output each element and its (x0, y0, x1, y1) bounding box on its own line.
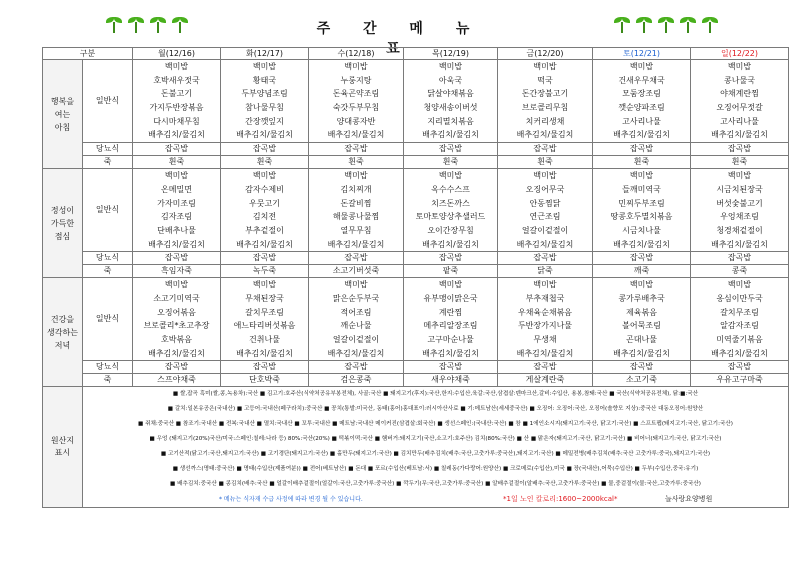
weekly-menu-table (42, 47, 789, 508)
lunch-porridge-row (43, 265, 789, 278)
lunch-sun-dishes (691, 169, 789, 252)
dish-item: 백미밥 (252, 280, 277, 290)
dinner-sun-diabetic: 잡곡밥 (691, 361, 789, 374)
dish-item: 건새우무채국 (618, 75, 665, 85)
dish-item: 단배추나물 (157, 225, 196, 235)
dish-item: 브로콜리*초고추장 (143, 321, 210, 331)
dish-item: 백미밥 (438, 280, 463, 290)
lunch-sun-diabetic: 잡곡밥 (691, 252, 789, 265)
dish-item: 야채계란찜 (720, 89, 759, 99)
dish-item: 백미밥 (252, 62, 277, 71)
sprout-icon (680, 14, 696, 34)
sprout-icon (702, 14, 718, 34)
dish-item: 미역줄기볶음 (716, 335, 763, 344)
lunch-mon-porridge: 흑임자죽 (133, 265, 221, 278)
diabetic-label: 당뇨식 (83, 252, 133, 265)
dinner-mon-dishes (133, 278, 221, 361)
organization-name: 늘사랑요양병원 (665, 495, 713, 504)
dish-item: 오이간장무침 (427, 225, 474, 235)
lunch-wed-porridge: 소고기버섯죽 (309, 265, 404, 278)
sprout-icon (614, 14, 630, 34)
breakfast-general-row (43, 60, 789, 143)
day-header-mon: 월(12/16) (133, 48, 221, 60)
dish-item: 콩나물국 (724, 75, 755, 85)
lunch-meal-label (43, 169, 83, 278)
meal-label-line: 건강을 (50, 314, 75, 324)
day-header-fri: 금(12/20) (498, 48, 593, 60)
calorie-note: *1일 노인 칼로리:1600~2000kcal* (503, 495, 618, 504)
dinner-thu-diabetic: 잡곡밥 (404, 361, 498, 374)
general-label: 일반식 (83, 278, 133, 361)
dish-item: 호박새우젓국 (153, 75, 200, 85)
lunch-mon-dishes (133, 169, 221, 252)
dish-item: 배추김치/물김치 (613, 239, 670, 249)
breakfast-sat-diabetic: 잡곡밥 (593, 143, 691, 156)
dish-item: 청경채겉절이 (716, 225, 763, 235)
dish-item: 브로콜리무침 (521, 103, 569, 113)
menu-change-notice: * 메뉴는 식자재 수급 사정에 따라 변경 될 수 있습니다. (219, 496, 363, 504)
dinner-sat-dishes (593, 278, 691, 361)
dish-item: 무채된장국 (245, 293, 284, 303)
dish-item: 배추김치/물김치 (148, 348, 205, 358)
dish-item: 양대콩자반 (336, 116, 376, 126)
dish-item: 배추김치/물김치 (516, 239, 574, 249)
dinner-thu-dishes (404, 278, 498, 361)
dish-item: 간장깻잎지 (245, 116, 284, 126)
lunch-sat-dishes (593, 169, 691, 252)
dish-item: 백미밥 (252, 171, 277, 181)
dish-item: 계란찜 (438, 307, 463, 317)
dish-item: 백미밥 (164, 171, 189, 181)
dinner-general-row (43, 278, 789, 361)
dish-item: 백미밥 (533, 171, 557, 181)
origin-line: ■ 쥐채:중국산 ■ 참조기:국내산 ■ 전복:국내산 ■ 멸치:국내산 ■ 꼬투:국내산 ■ 메트남:국내산 메이커진(삼겹살:회국산) ■ 생선스페인:(국내산:국산) ■ 참 ■ 1에인소시지(돼지고기:국산, 닭고기:국산) ■ 스프트팹(돼지고기:국산, 닭고기:국산) (138, 421, 733, 428)
dish-item: 열무무침 (340, 225, 372, 235)
origin-line: ■ 배추김치:중국산 ■ 콩김치(배추:국산 ■ 얼갈이배추겉절이(얼갈이:국산,고춧가루:중국산) ■ 깍두기(무:국산,고춧가루:중국산) ■ 알배추겉절이(알배추:국산,고춧가루:중국산) ■ 물,중겉절이(물:국산,고춧가루:중국산) (170, 481, 701, 488)
dish-item: 두부양념조림 (241, 89, 288, 99)
sprout-icon (106, 14, 122, 34)
dinner-fri-porridge: 게살계란죽 (498, 374, 593, 387)
dish-item: 배추김치/물김치 (711, 239, 768, 249)
dinner-tue-dishes (221, 278, 309, 361)
lunch-thu-dishes (404, 169, 498, 252)
meal-label-line: 점심 (54, 231, 71, 241)
dish-item: 치즈돈까스 (431, 198, 470, 208)
lunch-thu-diabetic: 잡곡밥 (404, 252, 498, 265)
day-header-sat: 토(12/21) (593, 48, 691, 60)
dish-item: 배추김치/물김치 (327, 239, 385, 249)
dish-item: 백미밥 (344, 62, 368, 71)
dish-item: 적어조림 (340, 307, 372, 317)
dish-item: 돈육곤약조림 (332, 89, 380, 99)
day-header-sun: 일(12/22) (691, 48, 789, 60)
dish-item: 콩가루배추국 (618, 293, 665, 303)
dish-item: 얼갈이겉절이 (332, 335, 380, 344)
dish-item: 아욱국 (438, 75, 463, 85)
dish-item: 백미밥 (533, 280, 557, 290)
breakfast-fri-diabetic: 잡곡밥 (498, 143, 593, 156)
meal-label-line: 가득한 (50, 218, 75, 228)
breakfast-tue-diabetic: 잡곡밥 (221, 143, 309, 156)
lunch-fri-dishes (498, 169, 593, 252)
dish-item: 감자수제비 (245, 184, 284, 194)
lunch-wed-dishes (309, 169, 404, 252)
lunch-fri-porridge: 닭죽 (498, 265, 593, 278)
dish-item: 배추김치/물김치 (236, 130, 293, 140)
sprout-icon (128, 14, 144, 34)
dish-item: 고구마순나물 (427, 335, 474, 344)
dish-item: 배추김치/물김치 (422, 348, 479, 358)
diabetic-label: 당뇨식 (83, 143, 133, 156)
dish-item: 우채육순채볶음 (517, 307, 573, 317)
dish-item: 돈갈비찜 (340, 198, 372, 208)
breakfast-sun-dishes (691, 60, 789, 143)
origin-info (83, 387, 789, 508)
origin-line: ■ 쌀,잡곡 흑미(쌀,콩,녹용차):국산 ■ 김고기:호주산(식약처공유부봉전체), 사골:국산 ■ 돼지고기(후지):국산,한지:수입산,육갈:국산,삼겹살:덴마크산,갈비:수입산, 용봉,참돼:국산 ■ 국산(식약처공유전체), 닭:■:국산 (172, 391, 699, 398)
page-title: 주 간 메 뉴 표 (316, 21, 484, 57)
dinner-meal-label (43, 278, 83, 387)
dinner-wed-dishes (309, 278, 404, 361)
dish-item: 옥수수스프 (431, 184, 470, 194)
dinner-porridge-row (43, 374, 789, 387)
dish-item: 치커리생채 (525, 116, 565, 126)
sprout-decoration-left (106, 14, 188, 36)
dish-item: 우뭇고기 (249, 198, 280, 208)
lunch-mon-diabetic: 잡곡밥 (133, 252, 221, 265)
dish-item: 떡국 (537, 75, 553, 85)
dish-item: 깻순양파조림 (618, 103, 665, 113)
dish-item: 청양새송이버섯 (423, 103, 478, 113)
general-label: 일반식 (83, 60, 133, 143)
lunch-tue-diabetic: 잡곡밥 (221, 252, 309, 265)
dish-item: 옹심이만두국 (716, 293, 763, 303)
dinner-sat-porridge: 소고기죽 (593, 374, 691, 387)
dish-item: 우엉채조림 (720, 212, 759, 222)
dish-item: 배추김치/물김치 (516, 130, 574, 140)
sprout-icon (172, 14, 188, 34)
dish-item: 누룽지탕 (340, 75, 372, 85)
dish-item: 배추김치/물김치 (236, 239, 293, 249)
sprout-icon (150, 14, 166, 34)
breakfast-mon-porridge: 흰죽 (133, 156, 221, 169)
dish-item: 민찌두부조림 (618, 198, 665, 208)
meal-label-line: 정성이 (50, 205, 75, 215)
header-row (43, 48, 789, 60)
lunch-general-row (43, 169, 789, 252)
lunch-sun-porridge: 콩죽 (691, 265, 789, 278)
dinner-mon-diabetic: 잡곡밥 (133, 361, 221, 374)
dish-item: 시금치된장국 (716, 184, 763, 194)
meal-label-line: 행복을 (50, 96, 75, 106)
dish-item: 숙갓두부무침 (332, 103, 380, 113)
breakfast-sun-diabetic: 잡곡밥 (691, 143, 789, 156)
dish-item: 오징어볶음 (157, 307, 196, 317)
dish-item: 해물콩나물찜 (332, 212, 380, 222)
lunch-sat-porridge: 깨죽 (593, 265, 691, 278)
lunch-thu-porridge: 팥죽 (404, 265, 498, 278)
dinner-mon-porridge: 스프야채죽 (133, 374, 221, 387)
dish-item: 고사리나물 (622, 116, 661, 126)
dish-item: 배추김치/물김치 (516, 348, 574, 358)
lunch-sat-diabetic: 잡곡밥 (593, 252, 691, 265)
origin-row (43, 387, 789, 508)
dish-item: 메추리알장조림 (423, 321, 478, 331)
dish-item: 백미밥 (727, 62, 752, 71)
dinner-tue-diabetic: 잡곡밥 (221, 361, 309, 374)
dish-item: 김치전 (252, 212, 277, 222)
dish-item: 배추김치/물김치 (236, 348, 293, 358)
dish-item: 땅콩호두멸치볶음 (610, 212, 673, 222)
dish-item: 다시마채무침 (153, 116, 200, 126)
dinner-sun-dishes (691, 278, 789, 361)
dish-item: 배추김치/물김치 (613, 130, 670, 140)
breakfast-wed-dishes (309, 60, 404, 143)
dish-item: 배추김치/물김치 (613, 348, 670, 358)
dish-item: 돈간장불고기 (521, 89, 569, 99)
origin-footer (83, 492, 788, 507)
breakfast-fri-porridge: 흰죽 (498, 156, 593, 169)
origin-line: ■ 고기산적(닭고기:국산,돼지고기:국산) ■ 고기경단(돼지고기:국산) ■ 홀만두(돼지고기:국산) ■ 김치만두(배추김치(배추:국산,고춧가루:중국산),돼지고기:국산) ■ 메밀전병(배추김치(배추:국산 고춧가루:중국),돼지고기:국산) (160, 451, 711, 458)
dish-item: 안동찜닭 (529, 198, 561, 208)
dish-item: 알감자조림 (720, 321, 759, 331)
dish-item: 백미밥 (727, 171, 752, 181)
breakfast-sat-porridge: 흰죽 (593, 156, 691, 169)
dish-item: 백미밥 (344, 171, 368, 181)
dish-item: 얼갈이겉절이 (521, 225, 569, 235)
dish-item: 백미밥 (344, 280, 368, 290)
dish-item: 백미밥 (438, 171, 463, 181)
dish-item: 토마토양상추샐러드 (415, 212, 486, 222)
dish-item: 버섯숯불고기 (716, 198, 763, 208)
breakfast-sat-dishes (593, 60, 691, 143)
dish-item: 배추김치/물김치 (711, 348, 768, 358)
dish-item: 곤대나물 (626, 335, 657, 344)
origin-line: ■ 우엉 (돼지고기(20%)국산/미국:스페인:칠레:나라 등) 80%:국산(20%) ■ 떡볶이떡:국산 ■ 햄버거:돼지고기(국산,소고기:호주산) 김치(80%:국산) ■ 산 ■ 맑은자(돼지고기:국산, 닭고기:국산) ■ 비어너(돼지고기:국산, 닭고기:국산) (149, 436, 722, 443)
dish-item: 백미밥 (727, 280, 752, 290)
dinner-diabetic-row (43, 361, 789, 374)
dish-item: 백미밥 (438, 62, 463, 71)
dish-item: 배추김치/물김치 (422, 130, 479, 140)
porridge-label: 죽 (83, 265, 133, 278)
breakfast-fri-dishes (498, 60, 593, 143)
origin-line: ■ 생선까스(명태:중국산) ■ 명태(수입산(제품여분)) ■ 전어(베트남산) ■ 돈대 ■ 포르(수입산(베트남:서) ■ 칠레동(가다랑어:원양산) ■ 크로메로(수입산),미국 ■ 장(국내산),어묵(수입산) ■ 두부(수입산,중국:유기) (172, 466, 699, 473)
dinner-fri-dishes (498, 278, 593, 361)
breakfast-mon-diabetic: 잡곡밥 (133, 143, 221, 156)
dinner-sat-diabetic: 잡곡밥 (593, 361, 691, 374)
day-header-wed: 수(12/18) (309, 48, 404, 60)
dish-item: 무생채 (533, 335, 557, 344)
dish-item: 볼어묵조림 (622, 321, 661, 331)
breakfast-thu-diabetic: 잡곡밥 (404, 143, 498, 156)
breakfast-tue-porridge: 흰죽 (221, 156, 309, 169)
dish-item: 배추김치/물김치 (327, 348, 385, 358)
category-header: 구분 (43, 48, 133, 60)
dish-item: 백미밥 (629, 171, 654, 181)
dish-item: 김치찌개 (340, 184, 372, 194)
dish-item: 오징어무국 (525, 184, 565, 194)
general-label: 일반식 (83, 169, 133, 252)
dish-item: 제육볶음 (626, 307, 657, 317)
dish-item: 황태국 (252, 75, 277, 85)
dish-item: 호박볶음 (161, 335, 192, 344)
dinner-wed-porridge: 검은콩죽 (309, 374, 404, 387)
diabetic-label: 당뇨식 (83, 361, 133, 374)
lunch-wed-diabetic: 잡곡밥 (309, 252, 404, 265)
breakfast-wed-porridge: 흰죽 (309, 156, 404, 169)
meal-label-line: 생각하는 (47, 327, 78, 337)
dish-item: 맑은순두부국 (332, 293, 380, 303)
dish-item: 배추김치/물김치 (422, 239, 479, 249)
dish-item: 깨순나물 (340, 321, 372, 331)
breakfast-tue-dishes (221, 60, 309, 143)
dish-item: 백미밥 (164, 62, 189, 71)
dish-item: 모둠장조림 (622, 89, 661, 99)
dish-item: 배추김치/물김치 (148, 130, 205, 140)
meal-label-line: 저녁 (54, 340, 71, 350)
breakfast-wed-diabetic: 잡곡밥 (309, 143, 404, 156)
day-header-tue: 화(12/17) (221, 48, 309, 60)
dinner-sun-porridge: 우유고구마죽 (691, 374, 789, 387)
dish-item: 들깨미역국 (622, 184, 661, 194)
origin-label: 원산지 표시 (43, 387, 83, 508)
porridge-label: 죽 (83, 156, 133, 169)
dish-item: 백미밥 (533, 62, 557, 71)
dish-item: 가자미조림 (157, 198, 196, 208)
dish-item: 갈치무조림 (720, 307, 759, 317)
dinner-wed-diabetic: 잡곡밥 (309, 361, 404, 374)
dinner-thu-porridge: 새우야채죽 (404, 374, 498, 387)
origin-line: ■ 갈치:일본유공은(국내산) ■ 고등어:국내산(페구라치):중국산 ■ 꽁치(통발:미국산, 동태(홍어)홍대표이:러시아산사료 ■ 기:메트남산(세세중국산) ■ 오징어: 오징어:국산, 오징어(솔향모 지상):중국산 대동오징어:원양산 (167, 406, 704, 413)
dish-item: 백미밥 (629, 62, 654, 71)
dinner-tue-porridge: 단호박죽 (221, 374, 309, 387)
sprout-icon (658, 14, 674, 34)
dish-item: 백미밥 (164, 280, 189, 290)
lunch-diabetic-row (43, 252, 789, 265)
dish-item: 백미밥 (629, 280, 654, 290)
breakfast-sun-porridge: 흰죽 (691, 156, 789, 169)
dish-item: 오징어무젓갈 (716, 103, 763, 113)
dish-item: 김자조림 (161, 212, 192, 222)
dish-item: 배추김치/물김치 (327, 130, 385, 140)
meal-label-line: 아침 (54, 122, 71, 132)
lunch-fri-diabetic: 잡곡밥 (498, 252, 593, 265)
breakfast-thu-porridge: 흰죽 (404, 156, 498, 169)
day-header-thu: 목(12/19) (404, 48, 498, 60)
dish-item: 돈불고기 (161, 89, 192, 99)
dish-item: 건취나물 (249, 335, 280, 344)
breakfast-diabetic-row (43, 143, 789, 156)
dish-item: 배추김치/물김치 (711, 130, 768, 140)
sprout-icon (636, 14, 652, 34)
dish-item: 두반장가지나물 (517, 321, 573, 331)
dish-item: 배추김치/물김치 (148, 239, 205, 249)
dish-item: 온메밀면 (161, 184, 192, 194)
dish-item: 소고기미역국 (153, 293, 200, 303)
porridge-label: 죽 (83, 374, 133, 387)
dish-item: 부추겉절이 (245, 225, 284, 235)
dish-item: 고사리나물 (720, 116, 759, 126)
breakfast-mon-dishes (133, 60, 221, 143)
lunch-tue-dishes (221, 169, 309, 252)
dinner-fri-diabetic: 잡곡밥 (498, 361, 593, 374)
dish-item: 유부맹이맑은국 (423, 293, 478, 303)
dish-item: 애느타리버섯볶음 (233, 321, 296, 331)
dish-item: 부추재첩국 (525, 293, 565, 303)
dish-item: 시금치나물 (622, 225, 661, 235)
breakfast-meal-label (43, 60, 83, 169)
breakfast-thu-dishes (404, 60, 498, 143)
breakfast-porridge-row (43, 156, 789, 169)
dish-item: 지리멸치볶음 (427, 116, 474, 126)
meal-label-line: 여는 (54, 109, 71, 119)
sprout-decoration-right (614, 14, 718, 36)
dish-item: 닭살야채볶음 (427, 89, 474, 99)
dish-item: 참나물무침 (245, 103, 284, 113)
dish-item: 연근조림 (529, 212, 561, 222)
dish-item: 갈치무조림 (245, 307, 284, 317)
dish-item: 가지두반장볶음 (149, 103, 204, 113)
lunch-tue-porridge: 녹두죽 (221, 265, 309, 278)
